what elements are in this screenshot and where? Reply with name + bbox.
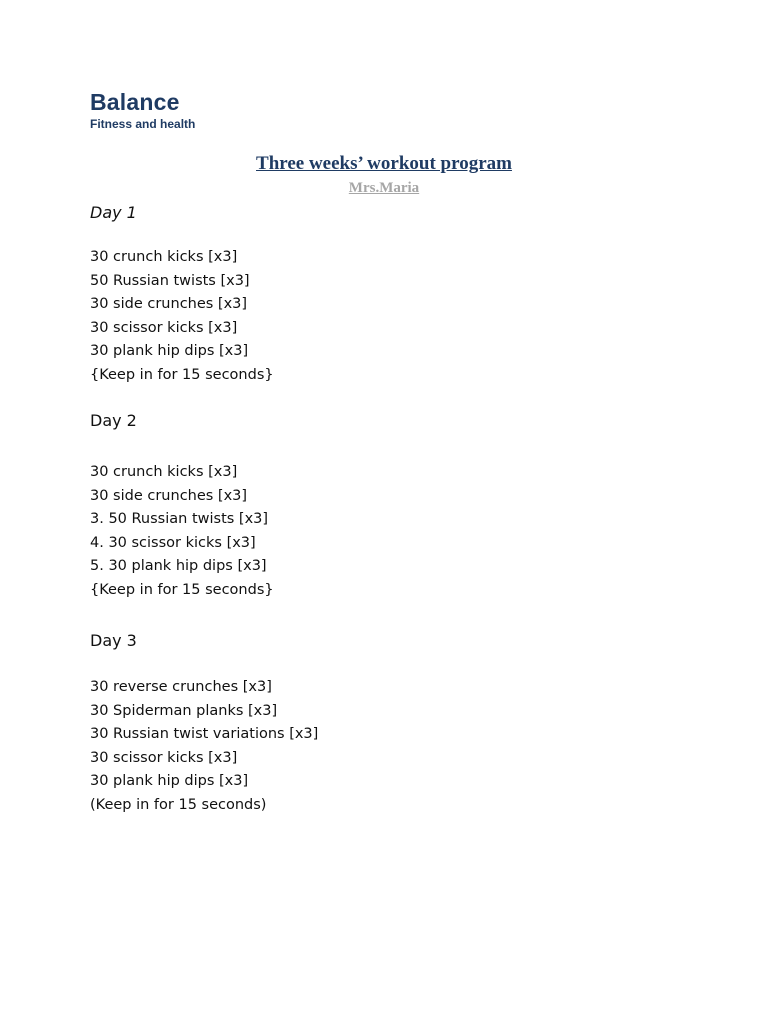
- exercise-item: 50 Russian twists [x3]: [90, 272, 250, 289]
- exercise-item: 30 crunch kicks [x3]: [90, 249, 238, 265]
- document-author-text: Mrs.Maria: [348, 180, 420, 196]
- document-title-text: Three weeks’ workout program: [256, 153, 512, 174]
- document-author: [0, 178, 768, 198]
- exercise-note: {Keep in for 15 seconds}: [90, 366, 274, 383]
- day-3-heading: Day 3: [90, 631, 137, 650]
- exercise-item: 30 Spiderman planks [x3]: [90, 702, 278, 719]
- day-1-exercise-list: [90, 246, 274, 388]
- brand-header: [90, 88, 195, 131]
- exercise-item: 30 Russian twist variations [x3]: [90, 726, 319, 743]
- exercise-note: {Keep in for 15 seconds}: [90, 581, 274, 598]
- day-3-exercise-list: [90, 676, 318, 818]
- day-2-heading: Day 2: [90, 411, 137, 430]
- exercise-item: 30 reverse crunches [x3]: [90, 679, 272, 695]
- exercise-item: 5. 30 plank hip dips [x3]: [90, 558, 267, 575]
- document-title: [0, 152, 768, 176]
- exercise-item: 30 crunch kicks [x3]: [90, 464, 238, 480]
- day-1-heading: Day 1: [90, 203, 137, 222]
- exercise-note: (Keep in for 15 seconds): [90, 796, 267, 813]
- day-2-exercise-list: [90, 461, 274, 603]
- exercise-item: 30 plank hip dips [x3]: [90, 773, 249, 790]
- exercise-item: 3. 50 Russian twists [x3]: [90, 511, 269, 528]
- exercise-item: 4. 30 scissor kicks [x3]: [90, 534, 256, 551]
- exercise-item: 30 scissor kicks [x3]: [90, 319, 238, 336]
- brand-tagline: Fitness and health: [90, 117, 196, 131]
- brand-name: Balance: [90, 89, 180, 115]
- exercise-item: 30 side crunches [x3]: [90, 296, 248, 313]
- exercise-item: 30 scissor kicks [x3]: [90, 749, 238, 766]
- exercise-item: 30 plank hip dips [x3]: [90, 343, 249, 360]
- exercise-item: 30 side crunches [x3]: [90, 487, 248, 504]
